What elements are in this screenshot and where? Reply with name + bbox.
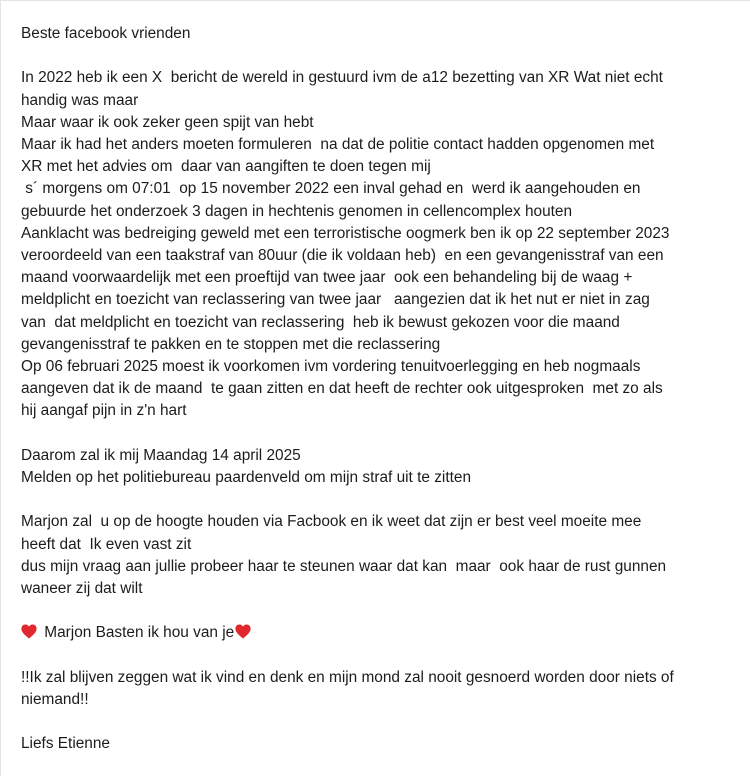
love-line bbox=[21, 622, 745, 644]
text-line: maand voorwaardelijk met een proeftijd van twee jaar ook een behandeling bij de waag + bbox=[21, 269, 633, 287]
text-line: Daarom zal ik mij Maandag 14 april 2025 bbox=[21, 446, 301, 464]
facebook-post-text bbox=[21, 23, 745, 756]
text-line: Op 06 februari 2025 moest ik voorkomen ivm vordering tenuitvoerlegging en heb nogmaals bbox=[21, 358, 641, 376]
text-line: Aanklacht was bedreiging geweld met een terroristische oogmerk ben ik op 22 september 2023 bbox=[21, 224, 670, 242]
greeting: Beste facebook vrienden bbox=[21, 25, 191, 42]
text-line: !!Ik zal blijven zeggen wat ik vind en denk en mijn mond zal nooit gesnoerd worden door niets of bbox=[21, 668, 674, 686]
text-line: handig was maar bbox=[21, 91, 139, 109]
statement-paragraph bbox=[21, 667, 745, 711]
text-line: dus mijn vraag aan jullie probeer haar te steunen waar dat kan maar ook haar de rust gunnen bbox=[21, 557, 667, 575]
love-text: Marjon Basten ik hou van je bbox=[40, 624, 235, 642]
text-line: gebuurde het onderzoek 3 dagen in hechtenis genomen in cellencomplex houten bbox=[21, 202, 573, 220]
red-heart-icon bbox=[21, 624, 37, 639]
signoff-paragraph bbox=[21, 733, 745, 755]
text-line: Marjon zal u op de hoogte houden via Facbook en ik weet dat zijn er best veel moeite mee bbox=[21, 513, 642, 531]
red-heart-icon bbox=[235, 624, 251, 639]
text-line: heeft dat Ik even vast zit bbox=[21, 535, 192, 553]
text-line: veroordeeld van een taakstraf van 80uur (die ik voldaan heb) en een gevangenisstraf van een bbox=[21, 247, 664, 265]
announcement-paragraph bbox=[21, 445, 745, 489]
greeting-paragraph bbox=[21, 23, 745, 45]
request-paragraph bbox=[21, 511, 745, 600]
text-line: hij aangaf pijn in z'n hart bbox=[21, 402, 187, 420]
text-line: XR met het advies om daar van aangiften te doen tegen mij bbox=[21, 158, 431, 176]
text-line: gevangenisstraf te pakken en te stoppen met die reclassering bbox=[21, 335, 441, 353]
text-line: s´ morgens om 07:01 op 15 november 2022 een inval gehad en werd ik aangehouden en bbox=[21, 180, 641, 198]
story-paragraph bbox=[21, 67, 745, 422]
text-line: van dat meldplicht en toezicht van reclassering heb ik bewust gekozen voor die maand bbox=[21, 313, 620, 331]
text-line: Maar ik had het anders moeten formuleren na dat de politie contact hadden opgenomen met bbox=[21, 136, 655, 153]
text-line: niemand!! bbox=[21, 691, 89, 709]
text-line: Maar waar ik ook zeker geen spijt van hebt bbox=[21, 113, 314, 131]
signoff: Liefs Etienne bbox=[21, 735, 110, 753]
love-paragraph bbox=[21, 622, 745, 644]
text-line: Melden op het politiebureau paardenveld om mijn straf uit te zitten bbox=[21, 469, 472, 487]
text-line: meldplicht en toezicht van reclassering van twee jaar aangezien dat ik het nut er niet in zag bbox=[21, 291, 650, 309]
text-line: waneer zij dat wilt bbox=[21, 580, 143, 598]
text-line: aangeven dat ik de maand te gaan zitten en dat heeft de rechter ook uitgesproken met zo als bbox=[21, 380, 663, 398]
text-line: In 2022 heb ik een X bericht de wereld in gestuurd ivm de a12 bezetting van XR Wat niet echt bbox=[21, 69, 663, 87]
